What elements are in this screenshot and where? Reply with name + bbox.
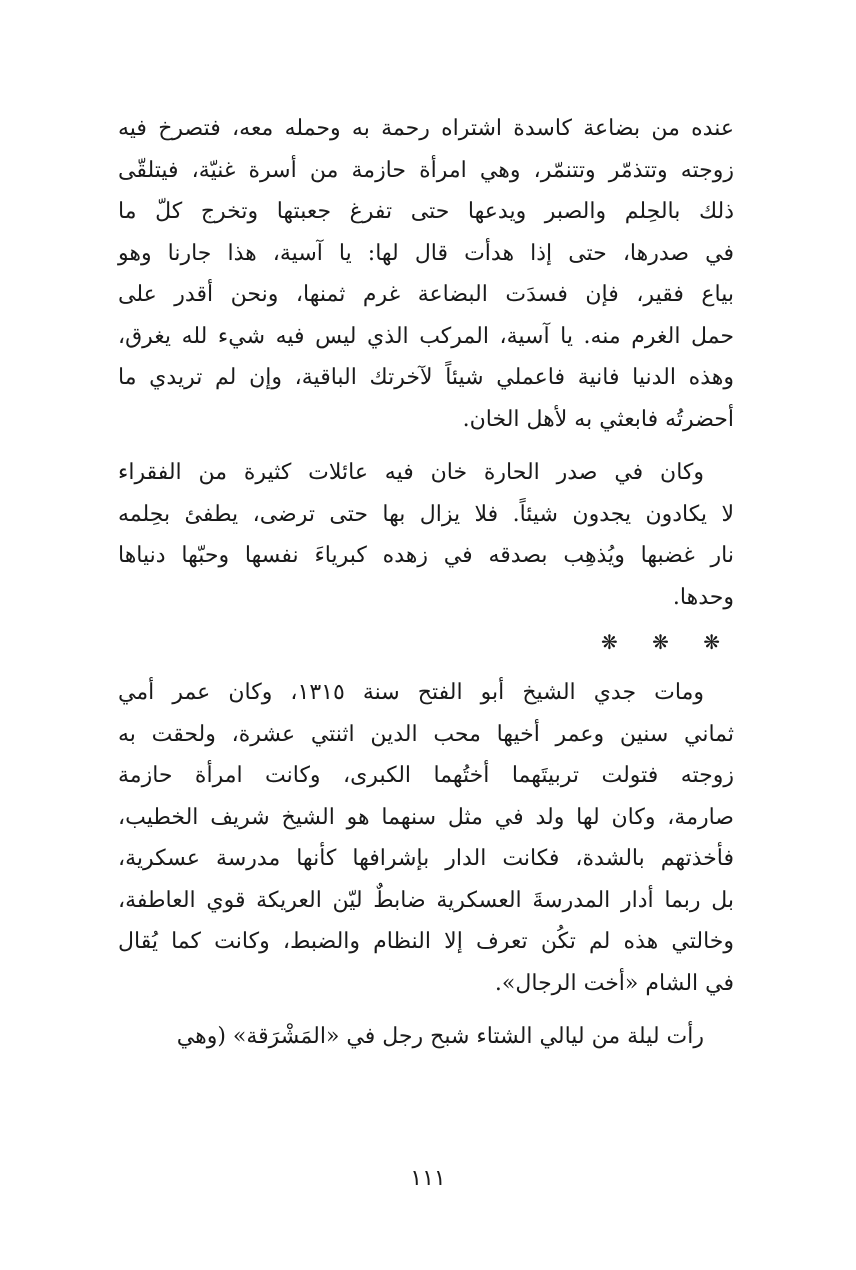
text-line: بياع فقير، فإن فسدَت البضاعة غرم ثمنها، ونحن أقدر على [118, 282, 734, 307]
text-line: ومات جدي الشيخ أبو الفتح سنة ١٣١٥، وكان عمر أمي [118, 680, 704, 705]
text-line: صارمة، وكان لها ولد في مثل سنهما هو الشيخ شريف الخطيب، [118, 804, 734, 830]
text-line: ثماني سنين وعمر أخيها محب الدين اثنتي عشرة، ولحقت به [118, 721, 734, 747]
text-line: وكان في صدر الحارة خان فيه عائلات كثيرة من الفقراء [118, 460, 704, 485]
text-line: حمل الغرم منه. يا آسية، المركب الذي ليس فيه شيء لله يغرق، [118, 323, 734, 349]
text-line: لا يكادون يجدون شيئاً. فلا يزال بها حتى ترضى، يطفئ بحِلمه [118, 501, 734, 527]
text-line: في الشام «أخت الرجال». [494, 970, 734, 996]
text-line: رأت ليلة من ليالي الشتاء شبح رجل في «المَشْرَقة» (وهي [176, 1024, 704, 1049]
text-line: ذلك بالحِلم والصبر ويدعها حتى تفرغ جعبتها وتخرج كلّ ما [118, 199, 734, 224]
section-separator: ❋ ❋ ❋ [601, 630, 734, 654]
text-line: في صدرها، حتى إذا هدأت قال لها: يا آسية، هذا جارنا وهو [118, 240, 734, 266]
text-line: عنده من بضاعة كاسدة اشتراه رحمة به وحمله معه، فتصرخ فيه [118, 116, 734, 141]
paragraph-gap [118, 1004, 734, 1016]
page-body [118, 108, 734, 1058]
text-line: وخالتي هذه لم تكُن تعرف إلا النظام والضبط، وكانت كما يُقال [118, 929, 734, 954]
text-line: أحضرتُه فابعثي به لأهل الخان. [462, 406, 734, 432]
text-line: نار غضبها ويُذهِب بصدقه في زهده كبرياءَ نفسها وحبّها دنياها [118, 543, 734, 568]
text-line: بل ربما أدار المدرسةَ العسكرية ضابطٌ ليّن العريكة قوي العاطفة، [118, 887, 734, 913]
paragraph-4 [118, 1016, 734, 1058]
text-line: زوجته فتولت تربيتَهما أختُهما الكبرى، وكانت امرأة حازمة [118, 763, 734, 788]
text-line: زوجته وتتذمّر وتتنمّر، وهي امرأة حازمة من أسرة غنيّة، فيتلقّى [118, 157, 734, 183]
paragraph-2 [118, 452, 734, 618]
text-line: وحدها. [672, 584, 734, 610]
text-line: فأخذتهم بالشدة، فكانت الدار بإشرافها كأنها مدرسة عسكرية، [118, 846, 734, 871]
text-line: وهذه الدنيا فانية فاعملي شيئاً لآخرتك الباقية، وإن لم تريدي ما [118, 365, 734, 390]
page-number: ١١١ [410, 1166, 446, 1191]
paragraph-3 [118, 672, 734, 1004]
paragraph-gap [118, 440, 734, 452]
paragraph-1 [118, 108, 734, 440]
